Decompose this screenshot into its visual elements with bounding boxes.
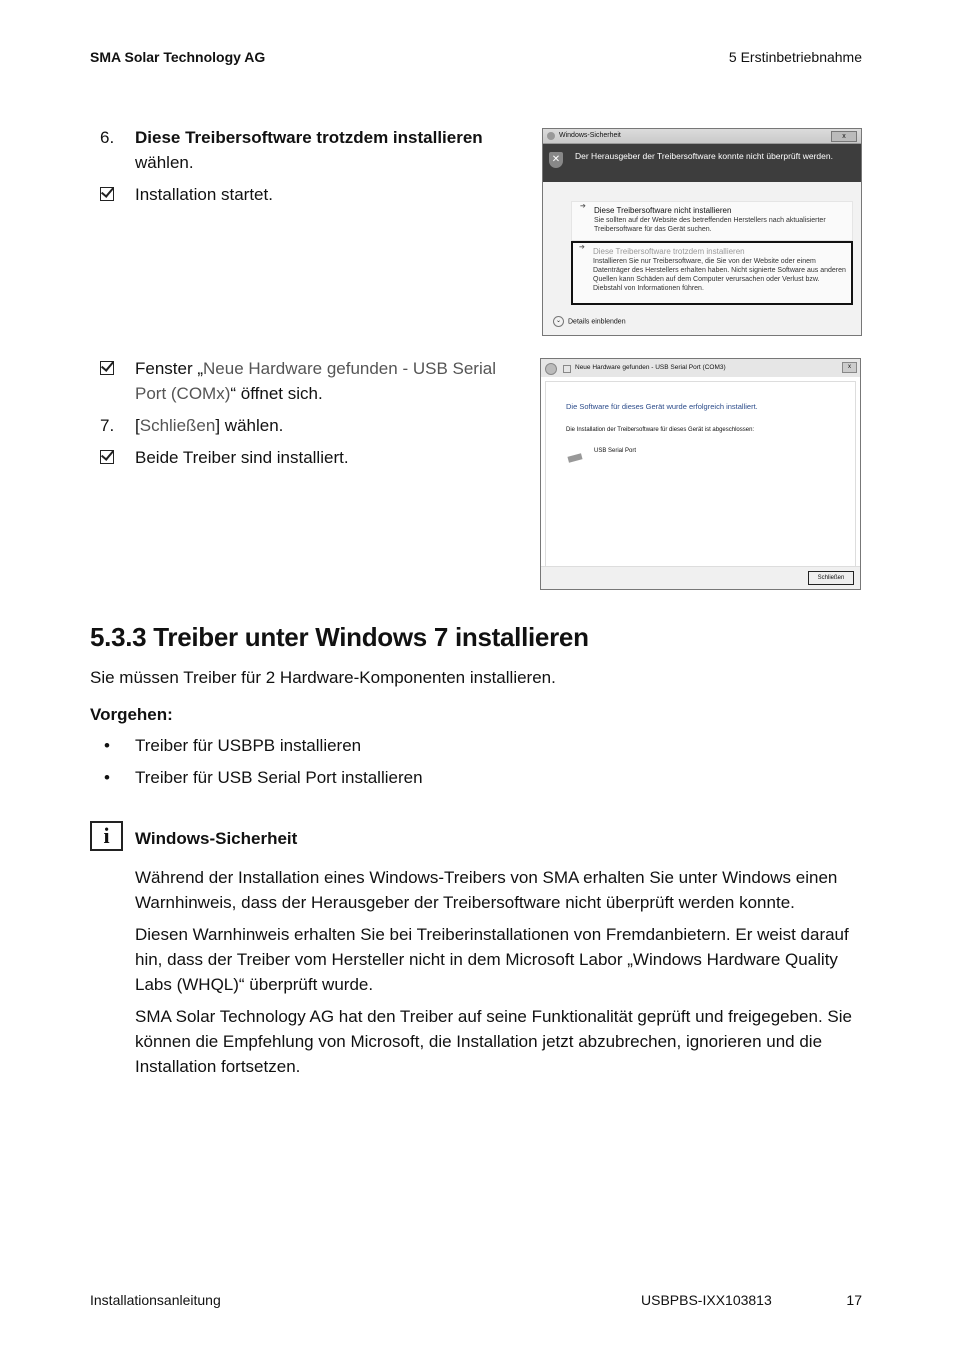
install-complete-text: Die Installation der Treibersoftware für dieses Gerät ist abgeschlossen:: [566, 427, 755, 433]
details-toggle[interactable]: [553, 316, 626, 327]
checkbox-icon: [100, 445, 114, 470]
option-description: Sie sollten auf der Website des betreffenden Herstellers nach aktualisierter Treibersoftware für das Gerät suchen.: [594, 217, 826, 233]
header-section: 5 Erstinbetriebnahme: [728, 49, 862, 65]
arrow-right-icon: ➔: [580, 203, 586, 210]
procedure-label: Vorgehen:: [90, 705, 173, 724]
shield-small-icon: [547, 132, 555, 140]
close-dialog-button[interactable]: Schließen: [808, 571, 854, 585]
warning-text: Der Herausgeber der Treibersoftware konnte nicht überprüft werden.: [575, 151, 833, 161]
dialog-title: Windows-Sicherheit: [559, 132, 621, 139]
footer-doc-type: Installationsanleitung: [90, 1292, 221, 1308]
footer-page-number: 17: [846, 1292, 862, 1308]
close-button[interactable]: x: [842, 362, 857, 373]
back-icon[interactable]: [545, 363, 557, 375]
option-install-anyway[interactable]: [571, 241, 853, 305]
usb-icon: [567, 453, 582, 462]
info-title: Windows-Sicherheit: [135, 829, 298, 848]
step-action: Diese Treibersoftware trotzdem installieren: [135, 128, 483, 147]
result-prefix: Fenster „: [135, 359, 204, 378]
info-icon: i: [90, 821, 123, 851]
result-text: Installation startet.: [135, 185, 273, 204]
step-number: 7.: [100, 416, 115, 435]
info-paragraph-3: SMA Solar Technology AG hat den Treiber auf seine Funktionalität geprüft und freigegeben. Sie können die Empfehlung von Microsoft, die Installation jetzt abzubrechen, ignorieren und die Installation fortsetzen.: [135, 1007, 852, 1076]
success-message: Die Software für dieses Gerät wurde erfolgreich installiert.: [566, 402, 758, 411]
dialog-footer: [541, 566, 860, 589]
result-suffix: “ öffnet sich.: [230, 384, 323, 403]
warning-banner: [543, 144, 861, 182]
dialog-titlebar: [543, 129, 861, 144]
option-title: Diese Treibersoftware trotzdem installieren: [593, 247, 745, 256]
checkbox-icon: [100, 356, 114, 381]
list-item-text: Treiber für USB Serial Port installieren: [135, 768, 423, 787]
step-rest: ] wählen.: [215, 416, 284, 435]
result-text: Beide Treiber sind installiert.: [135, 448, 349, 467]
option-do-not-install[interactable]: [571, 201, 853, 241]
option-title: Diese Treibersoftware nicht installieren: [594, 206, 732, 215]
list-item-text: Treiber für USBPB installieren: [135, 736, 362, 755]
dialog-titlebar: [541, 359, 860, 377]
footer-doc-id: USBPBS-IXX103813: [641, 1292, 772, 1308]
button-name: Schließen: [139, 416, 216, 435]
bracket-open: [: [135, 416, 140, 435]
details-label: Details einblenden: [568, 318, 626, 326]
windows-security-dialog: [542, 128, 862, 336]
checkbox-icon: [100, 182, 114, 207]
dialog-title: Neue Hardware gefunden - USB Serial Port (COM3): [575, 364, 726, 371]
chevron-down-icon: ⌄: [553, 316, 564, 327]
new-hardware-dialog: [540, 358, 861, 590]
section-title: 5.3.3 Treiber unter Windows 7 installieren: [90, 622, 589, 652]
window-name: Neue Hardware gefunden - USB Serial Port (COMx): [135, 359, 496, 403]
section-intro: Sie müssen Treiber für 2 Hardware-Komponenten installieren.: [90, 668, 556, 687]
header-company: SMA Solar Technology AG: [90, 49, 266, 65]
device-name: USB Serial Port: [594, 448, 637, 454]
arrow-right-icon: ➔: [579, 244, 585, 251]
info-paragraph-1: Während der Installation eines Windows-Treibers von SMA erhalten Sie unter Windows einen Warnhinweis, dass der Herausgeber der Treibersoftware nicht überprüft werden konnte.: [135, 868, 838, 912]
step-number: 6.: [100, 128, 115, 147]
close-button[interactable]: x: [831, 131, 857, 142]
dialog-content: [545, 381, 856, 567]
device-icon: [563, 365, 571, 373]
step-action-rest: wählen.: [135, 153, 194, 172]
option-description: Installieren Sie nur Treibersoftware, die Sie von der Website oder einem Datenträger des Herstellers erhalten haben. Nicht signierte Software aus anderen Quellen kann Schäden auf dem Computer verursachen oder Verlust bzw. Diebstahl von Informationen führen.: [593, 258, 846, 292]
warning-shield-icon: ✕: [549, 152, 563, 168]
info-paragraph-2: Diesen Warnhinweis erhalten Sie bei Treiberinstallationen von Fremdanbietern. Er weist darauf hin, dass der Treiber vom Hersteller nicht in dem Microsoft Labor „Windows Hardware Quality Labs (WHQL)“ überprüft wurde.: [135, 925, 849, 994]
